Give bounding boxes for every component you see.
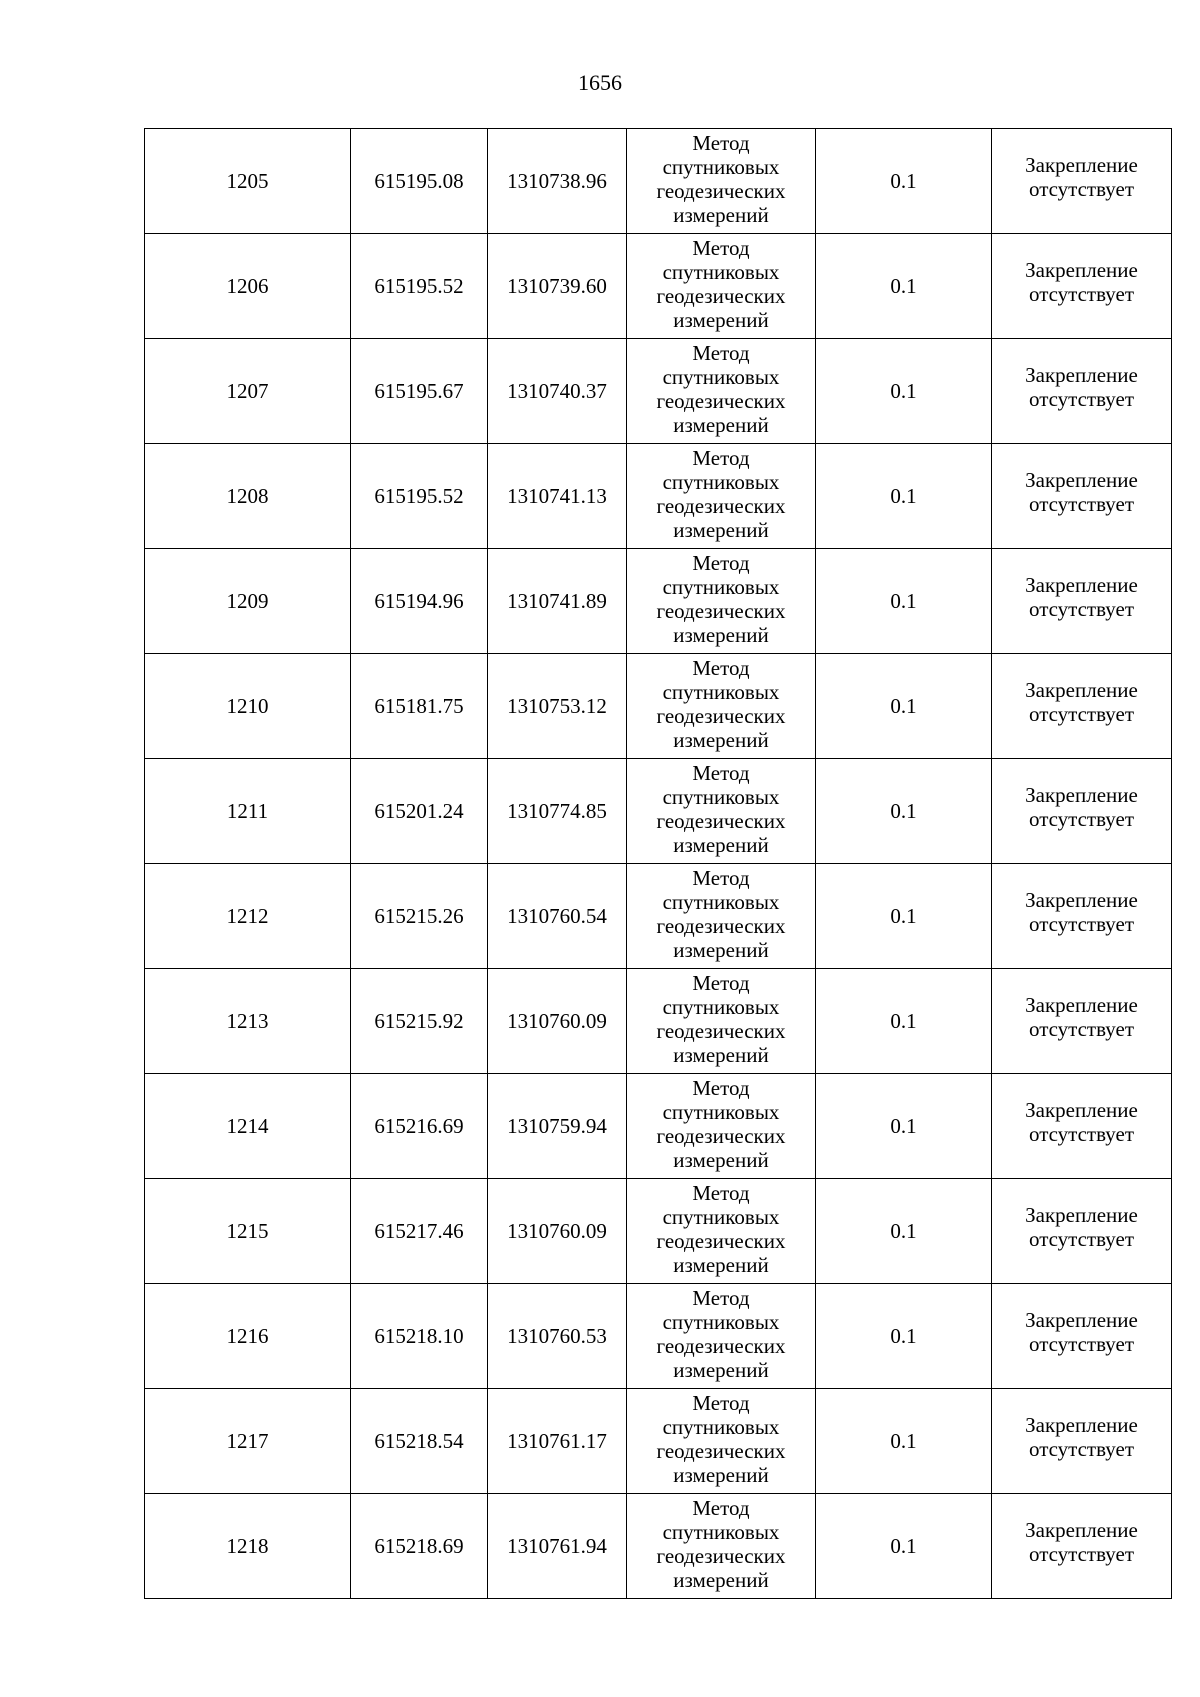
- fixing-cell: [992, 549, 1172, 654]
- method-cell-line: измерений: [673, 728, 769, 752]
- table-row: [145, 549, 1172, 654]
- method-cell: [627, 339, 816, 444]
- fixing-cell-line: отсутствует: [1028, 1017, 1135, 1041]
- fixing-cell-line: отсутствует: [1028, 1332, 1135, 1356]
- fixing-cell: [992, 1494, 1172, 1599]
- method-cell-line: Метод: [692, 236, 750, 260]
- method-cell-line: спутниковых: [662, 1520, 780, 1544]
- method-cell-line: Метод: [692, 1286, 750, 1310]
- fixing-cell: [992, 129, 1172, 234]
- method-cell-line: измерений: [673, 938, 769, 962]
- x-coordinate-cell: 615195.08: [351, 129, 488, 234]
- method-cell-line: измерений: [673, 203, 769, 227]
- method-cell-line: измерений: [673, 623, 769, 647]
- table-row: [145, 1179, 1172, 1284]
- fixing-cell-line: Закрепление: [1025, 573, 1138, 597]
- fixing-cell-line: отсутствует: [1028, 387, 1135, 411]
- fixing-cell: [992, 1284, 1172, 1389]
- accuracy-cell: 0.1: [816, 444, 992, 549]
- accuracy-cell: 0.1: [816, 969, 992, 1074]
- table-row: [145, 864, 1172, 969]
- method-cell-line: Метод: [692, 1496, 750, 1520]
- page-number: 1656: [578, 70, 622, 95]
- method-cell-line: Метод: [692, 446, 750, 470]
- method-cell: [627, 969, 816, 1074]
- accuracy-cell: 0.1: [816, 234, 992, 339]
- y-coordinate-cell: 1310738.96: [488, 129, 627, 234]
- method-cell-line: спутниковых: [662, 1415, 780, 1439]
- accuracy-cell: 0.1: [816, 339, 992, 444]
- x-coordinate-cell: 615218.10: [351, 1284, 488, 1389]
- coordinates-table: [144, 128, 1172, 1599]
- accuracy-cell: 0.1: [816, 1074, 992, 1179]
- point-number-cell: 1214: [145, 1074, 351, 1179]
- x-coordinate-cell: 615217.46: [351, 1179, 488, 1284]
- method-cell-line: измерений: [673, 308, 769, 332]
- accuracy-cell: 0.1: [816, 1284, 992, 1389]
- fixing-cell-line: Закрепление: [1025, 1203, 1138, 1227]
- method-cell-line: геодезических: [656, 284, 786, 308]
- accuracy-cell: 0.1: [816, 129, 992, 234]
- fixing-cell-line: Закрепление: [1025, 153, 1138, 177]
- y-coordinate-cell: 1310774.85: [488, 759, 627, 864]
- method-cell: [627, 1284, 816, 1389]
- method-cell-line: измерений: [673, 833, 769, 857]
- fixing-cell-line: отсутствует: [1028, 1122, 1135, 1146]
- fixing-cell-line: Закрепление: [1025, 1413, 1138, 1437]
- table-row: [145, 234, 1172, 339]
- method-cell-line: спутниковых: [662, 260, 780, 284]
- method-cell-line: геодезических: [656, 914, 786, 938]
- point-number-cell: 1218: [145, 1494, 351, 1599]
- point-number-cell: 1211: [145, 759, 351, 864]
- fixing-cell: [992, 1074, 1172, 1179]
- fixing-cell-line: отсутствует: [1028, 177, 1135, 201]
- table-row: [145, 1494, 1172, 1599]
- table-row: [145, 759, 1172, 864]
- method-cell-line: геодезических: [656, 494, 786, 518]
- y-coordinate-cell: 1310759.94: [488, 1074, 627, 1179]
- method-cell-line: геодезических: [656, 389, 786, 413]
- method-cell-line: спутниковых: [662, 890, 780, 914]
- method-cell-line: измерений: [673, 1043, 769, 1067]
- method-cell-line: спутниковых: [662, 470, 780, 494]
- fixing-cell: [992, 759, 1172, 864]
- fixing-cell: [992, 1179, 1172, 1284]
- method-cell-line: измерений: [673, 1568, 769, 1592]
- method-cell-line: спутниковых: [662, 575, 780, 599]
- x-coordinate-cell: 615195.52: [351, 234, 488, 339]
- method-cell: [627, 1074, 816, 1179]
- fixing-cell: [992, 864, 1172, 969]
- table-row: [145, 654, 1172, 759]
- point-number-cell: 1206: [145, 234, 351, 339]
- method-cell-line: спутниковых: [662, 680, 780, 704]
- method-cell: [627, 1389, 816, 1494]
- method-cell-line: геодезических: [656, 1019, 786, 1043]
- method-cell-line: геодезических: [656, 1229, 786, 1253]
- accuracy-cell: 0.1: [816, 1494, 992, 1599]
- method-cell-line: измерений: [673, 518, 769, 542]
- x-coordinate-cell: 615215.26: [351, 864, 488, 969]
- method-cell-line: Метод: [692, 1181, 750, 1205]
- fixing-cell-line: Закрепление: [1025, 993, 1138, 1017]
- method-cell-line: измерений: [673, 1358, 769, 1382]
- method-cell-line: Метод: [692, 656, 750, 680]
- method-cell-line: измерений: [673, 1148, 769, 1172]
- method-cell: [627, 234, 816, 339]
- y-coordinate-cell: 1310760.54: [488, 864, 627, 969]
- accuracy-cell: 0.1: [816, 1179, 992, 1284]
- x-coordinate-cell: 615216.69: [351, 1074, 488, 1179]
- accuracy-cell: 0.1: [816, 864, 992, 969]
- method-cell-line: Метод: [692, 341, 750, 365]
- fixing-cell: [992, 1389, 1172, 1494]
- method-cell-line: спутниковых: [662, 365, 780, 389]
- method-cell-line: геодезических: [656, 1439, 786, 1463]
- fixing-cell: [992, 969, 1172, 1074]
- y-coordinate-cell: 1310760.09: [488, 969, 627, 1074]
- y-coordinate-cell: 1310753.12: [488, 654, 627, 759]
- fixing-cell-line: отсутствует: [1028, 1227, 1135, 1251]
- method-cell-line: геодезических: [656, 704, 786, 728]
- fixing-cell: [992, 654, 1172, 759]
- fixing-cell-line: Закрепление: [1025, 1518, 1138, 1542]
- method-cell-line: измерений: [673, 1253, 769, 1277]
- table-row: [145, 339, 1172, 444]
- method-cell-line: Метод: [692, 1391, 750, 1415]
- point-number-cell: 1207: [145, 339, 351, 444]
- fixing-cell-line: Закрепление: [1025, 783, 1138, 807]
- point-number-cell: 1217: [145, 1389, 351, 1494]
- accuracy-cell: 0.1: [816, 1389, 992, 1494]
- method-cell-line: Метод: [692, 551, 750, 575]
- fixing-cell-line: Закрепление: [1025, 468, 1138, 492]
- point-number-cell: 1216: [145, 1284, 351, 1389]
- fixing-cell-line: отсутствует: [1028, 702, 1135, 726]
- y-coordinate-cell: 1310761.17: [488, 1389, 627, 1494]
- y-coordinate-cell: 1310740.37: [488, 339, 627, 444]
- method-cell: [627, 759, 816, 864]
- table-row: [145, 1284, 1172, 1389]
- table-row: [145, 444, 1172, 549]
- method-cell-line: геодезических: [656, 1544, 786, 1568]
- method-cell: [627, 1494, 816, 1599]
- fixing-cell-line: отсутствует: [1028, 1437, 1135, 1461]
- point-number-cell: 1209: [145, 549, 351, 654]
- method-cell-line: геодезических: [656, 809, 786, 833]
- fixing-cell-line: отсутствует: [1028, 912, 1135, 936]
- table-row: [145, 129, 1172, 234]
- method-cell: [627, 444, 816, 549]
- method-cell-line: спутниковых: [662, 1100, 780, 1124]
- point-number-cell: 1210: [145, 654, 351, 759]
- fixing-cell: [992, 234, 1172, 339]
- x-coordinate-cell: 615195.67: [351, 339, 488, 444]
- fixing-cell-line: Закрепление: [1025, 1308, 1138, 1332]
- x-coordinate-cell: 615218.54: [351, 1389, 488, 1494]
- method-cell-line: геодезических: [656, 1334, 786, 1358]
- y-coordinate-cell: 1310761.94: [488, 1494, 627, 1599]
- fixing-cell-line: отсутствует: [1028, 1542, 1135, 1566]
- point-number-cell: 1212: [145, 864, 351, 969]
- method-cell-line: спутниковых: [662, 1205, 780, 1229]
- method-cell: [627, 549, 816, 654]
- method-cell-line: геодезических: [656, 599, 786, 623]
- method-cell: [627, 129, 816, 234]
- fixing-cell-line: Закрепление: [1025, 678, 1138, 702]
- method-cell-line: спутниковых: [662, 995, 780, 1019]
- method-cell-line: Метод: [692, 971, 750, 995]
- fixing-cell-line: Закрепление: [1025, 888, 1138, 912]
- point-number-cell: 1205: [145, 129, 351, 234]
- x-coordinate-cell: 615215.92: [351, 969, 488, 1074]
- fixing-cell-line: отсутствует: [1028, 492, 1135, 516]
- method-cell: [627, 864, 816, 969]
- method-cell-line: Метод: [692, 1076, 750, 1100]
- y-coordinate-cell: 1310739.60: [488, 234, 627, 339]
- table-body: [145, 129, 1172, 1599]
- fixing-cell-line: Закрепление: [1025, 1098, 1138, 1122]
- fixing-cell-line: отсутствует: [1028, 597, 1135, 621]
- accuracy-cell: 0.1: [816, 654, 992, 759]
- y-coordinate-cell: 1310760.53: [488, 1284, 627, 1389]
- y-coordinate-cell: 1310741.13: [488, 444, 627, 549]
- method-cell-line: геодезических: [656, 1124, 786, 1148]
- method-cell-line: измерений: [673, 413, 769, 437]
- table-row: [145, 1074, 1172, 1179]
- method-cell-line: геодезических: [656, 179, 786, 203]
- y-coordinate-cell: 1310741.89: [488, 549, 627, 654]
- y-coordinate-cell: 1310760.09: [488, 1179, 627, 1284]
- point-number-cell: 1208: [145, 444, 351, 549]
- fixing-cell: [992, 339, 1172, 444]
- method-cell-line: Метод: [692, 761, 750, 785]
- method-cell: [627, 654, 816, 759]
- x-coordinate-cell: 615195.52: [351, 444, 488, 549]
- x-coordinate-cell: 615218.69: [351, 1494, 488, 1599]
- x-coordinate-cell: 615201.24: [351, 759, 488, 864]
- fixing-cell-line: отсутствует: [1028, 807, 1135, 831]
- x-coordinate-cell: 615181.75: [351, 654, 488, 759]
- method-cell-line: Метод: [692, 131, 750, 155]
- table-row: [145, 1389, 1172, 1494]
- method-cell-line: измерений: [673, 1463, 769, 1487]
- point-number-cell: 1215: [145, 1179, 351, 1284]
- point-number-cell: 1213: [145, 969, 351, 1074]
- fixing-cell-line: Закрепление: [1025, 363, 1138, 387]
- accuracy-cell: 0.1: [816, 549, 992, 654]
- method-cell-line: спутниковых: [662, 1310, 780, 1334]
- method-cell: [627, 1179, 816, 1284]
- table-row: [145, 969, 1172, 1074]
- fixing-cell: [992, 444, 1172, 549]
- method-cell-line: спутниковых: [662, 155, 780, 179]
- fixing-cell-line: Закрепление: [1025, 258, 1138, 282]
- accuracy-cell: 0.1: [816, 759, 992, 864]
- fixing-cell-line: отсутствует: [1028, 282, 1135, 306]
- x-coordinate-cell: 615194.96: [351, 549, 488, 654]
- method-cell-line: Метод: [692, 866, 750, 890]
- method-cell-line: спутниковых: [662, 785, 780, 809]
